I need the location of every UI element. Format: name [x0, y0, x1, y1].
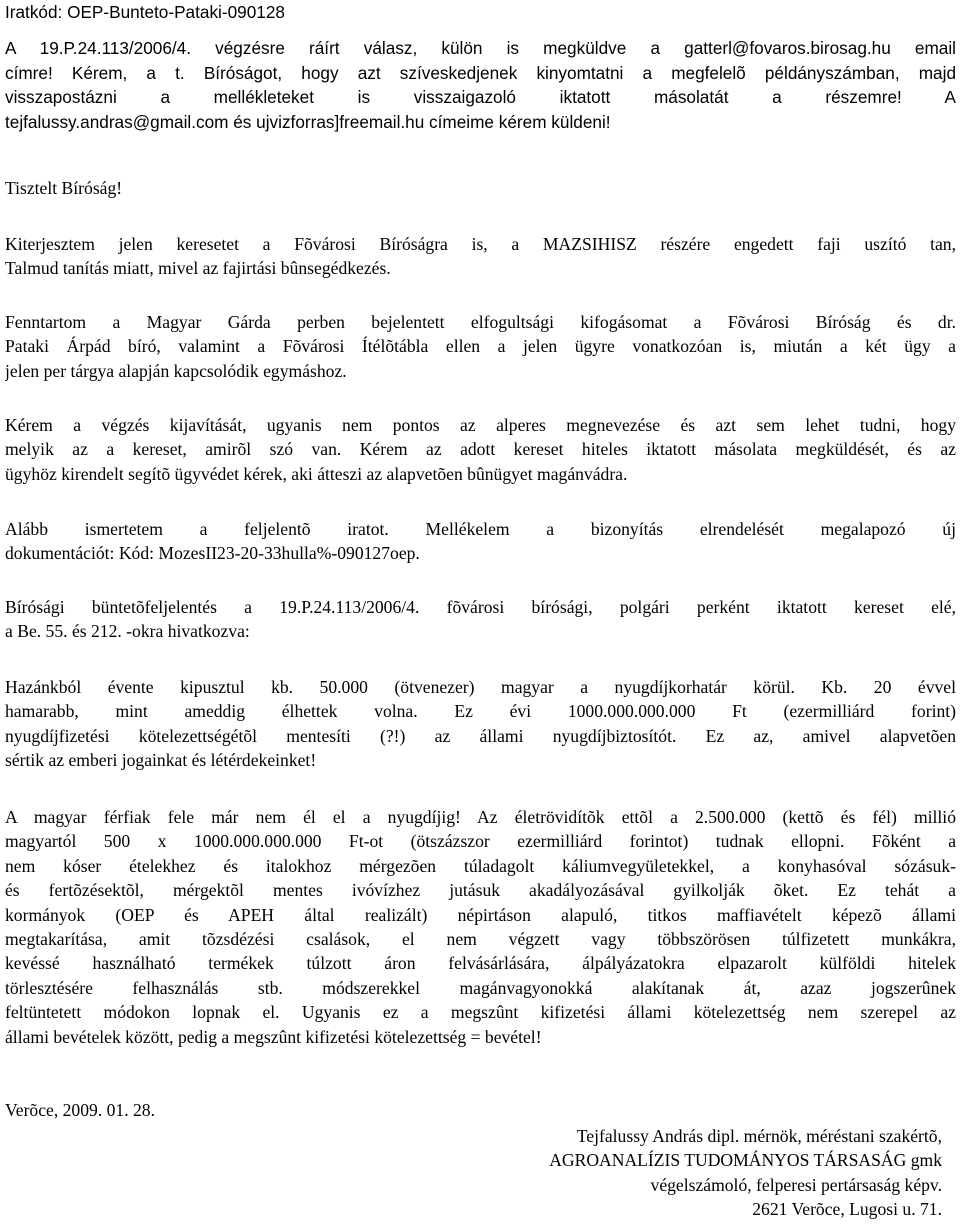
- greeting: Tisztelt Bíróság!: [5, 178, 123, 198]
- paragraph: [5, 517, 956, 566]
- paragraph-line: feltüntetett módokon lopnak el. Ugyanis ez a megszûnt kifizetési állami kötelezettség nem szerepel az: [5, 1002, 956, 1023]
- paragraph-line: jelen per tárgya alapján kapcsolódik egymáshoz.: [5, 360, 347, 381]
- paragraph: [5, 805, 956, 1049]
- paragraph-line: Fenntartom a Magyar Gárda perben bejelentett elfogultsági kifogásomat a Fõvárosi Bíróság és dr.: [5, 312, 956, 332]
- header-line: tejfalussy.andras@gmail.com és ujvizforras]freemail.hu címeime kérem küldeni!: [5, 111, 611, 132]
- header-line: címre! Kérem, a t. Bíróságot, hogy azt szíveskedjenek kinyomtatni a megfelelõ példányszámban, majd: [5, 62, 956, 83]
- paragraph-line: nyugdíjfizetési kötelezettségétõl mentesíti (?!) az állami nyugdíjbiztosítót. Ez az, amivel alapvetõen: [5, 725, 956, 746]
- paragraph-line: hamarabb, mint ameddig élhettek volna. Ez évi 1000.000.000.000 Ft (ezermilliárd forint): [5, 701, 956, 722]
- header-notice: [5, 36, 956, 134]
- paragraph-line: sértik az emberi jogainkat és létérdekeinket!: [5, 750, 317, 771]
- signature-line: Tejfalussy András dipl. mérnök, méréstani szakértõ,: [576, 1126, 942, 1146]
- paragraph-line: Kiterjesztem jelen keresetet a Fõvárosi Bíróságra is, a MAZSIHISZ részére engedett faji uszító tan,: [5, 234, 956, 254]
- paragraph-line: állami bevételek között, pedig a megszûnt kifizetési kötelezettség = bevétel!: [5, 1026, 542, 1047]
- paragraph: [5, 232, 956, 281]
- paragraph: [5, 675, 956, 773]
- paragraph-line: kormányok (OEP és APEH által realizált) népirtáson alapuló, titkos maffiavételt képezõ állami: [5, 904, 956, 925]
- paragraph-line: Talmud tanítás miatt, mivel az fajirtási bûnsegédkezés.: [5, 258, 391, 279]
- paragraph-line: nem kóser ételekhez és italokhoz mérgezõen túladagolt káliumvegyületekkel, a konyhasóval sózásuk-: [5, 855, 956, 876]
- paragraph-line: törlesztésére felhasználás stb. módszerekkel magánvagyonokká alakítanak át, azaz jogszerûnek: [5, 977, 956, 998]
- place-and-date: Verõce, 2009. 01. 28.: [5, 1100, 156, 1120]
- document-reference-code: Iratkód: OEP-Bunteto-Pataki-090128: [5, 2, 285, 22]
- signature-line: végelszámoló, felperesi pertársaság képv.: [650, 1174, 942, 1195]
- paragraph: [5, 413, 956, 486]
- paragraph-line: A magyar férfiak fele már nem él el a nyugdíjig! Az életrövidítõk ettõl a 2.500.000 (kettõ és fél) millió: [5, 807, 956, 827]
- paragraph-line: dokumentációt: Kód: MozesII23-20-33hulla%-090127oep.: [5, 543, 420, 564]
- paragraph-line: Pataki Árpád bíró, valamint a Fõvárosi Ítélõtábla ellen a jelen ügyre vonatkozóan is, miután a két ügy a: [5, 336, 956, 357]
- paragraph-line: Kérem a végzés kijavítását, ugyanis nem pontos az alperes megnevezése és azt sem lehet tudni, hogy: [5, 415, 956, 435]
- paragraph-line: Bírósági büntetõfeljelentés a 19.P.24.113/2006/4. fõvárosi bírósági, polgári perként iktatott kereset elé,: [5, 597, 956, 617]
- paragraph-line: Hazánkból évente kipusztul kb. 50.000 (ötvenezer) magyar a nyugdíjkorhatár körül. Kb. 20 évvel: [5, 677, 956, 697]
- header-line: A 19.P.24.113/2006/4. végzésre ráírt válasz, külön is megküldve a gatterl@fovaros.birosag.hu email: [5, 38, 956, 58]
- paragraph-line: Alább ismertetem a feljelentõ iratot. Mellékelem a bizonyítás elrendelését megalapozó új: [5, 519, 956, 539]
- signature-line: 2621 Verõce, Lugosi u. 71.: [752, 1199, 942, 1220]
- paragraph-line: ügyhöz kirendelt segítõ ügyvédet kérek, aki átteszi az alapvetõen bûnügyet magánvádra.: [5, 463, 628, 484]
- paragraph-line: kevéssé használható termékek túlzott áron felvásárlására, álpályázatokra elpazarolt külföldi hitelek: [5, 953, 956, 974]
- paragraph-line: és fertõzésektõl, mérgektõl mentes ivóvízhez jutásuk akadályozásával gyilkolják õket. Ez tehát a: [5, 880, 956, 901]
- paragraph-line: megtakarítása, amit tõzsdézési csalások, el nem végzett vagy többszörösen túlfizetett munkákra,: [5, 929, 956, 950]
- header-line: visszapostázni a mellékleteket is visszaigazoló iktatott másolatát a részemre! A: [5, 87, 956, 107]
- paragraph-line: magyartól 500 x 1000.000.000.000 Ft-ot (ötszázszor ezermilliárd forintot) tudnak ellopni. Fõként a: [5, 831, 956, 852]
- paragraph-line: a Be. 55. és 212. -okra hivatkozva:: [5, 621, 250, 642]
- paragraph: [5, 310, 956, 383]
- signature-block: [5, 1124, 956, 1222]
- signature-line: AGROANALÍZIS TUDOMÁNYOS TÁRSASÁG gmk: [549, 1150, 942, 1171]
- paragraph: [5, 595, 956, 644]
- paragraph-line: melyik az a kereset, amirõl szó van. Kérem az adott kereset hiteles iktatott másolata megküldését, és az: [5, 439, 956, 460]
